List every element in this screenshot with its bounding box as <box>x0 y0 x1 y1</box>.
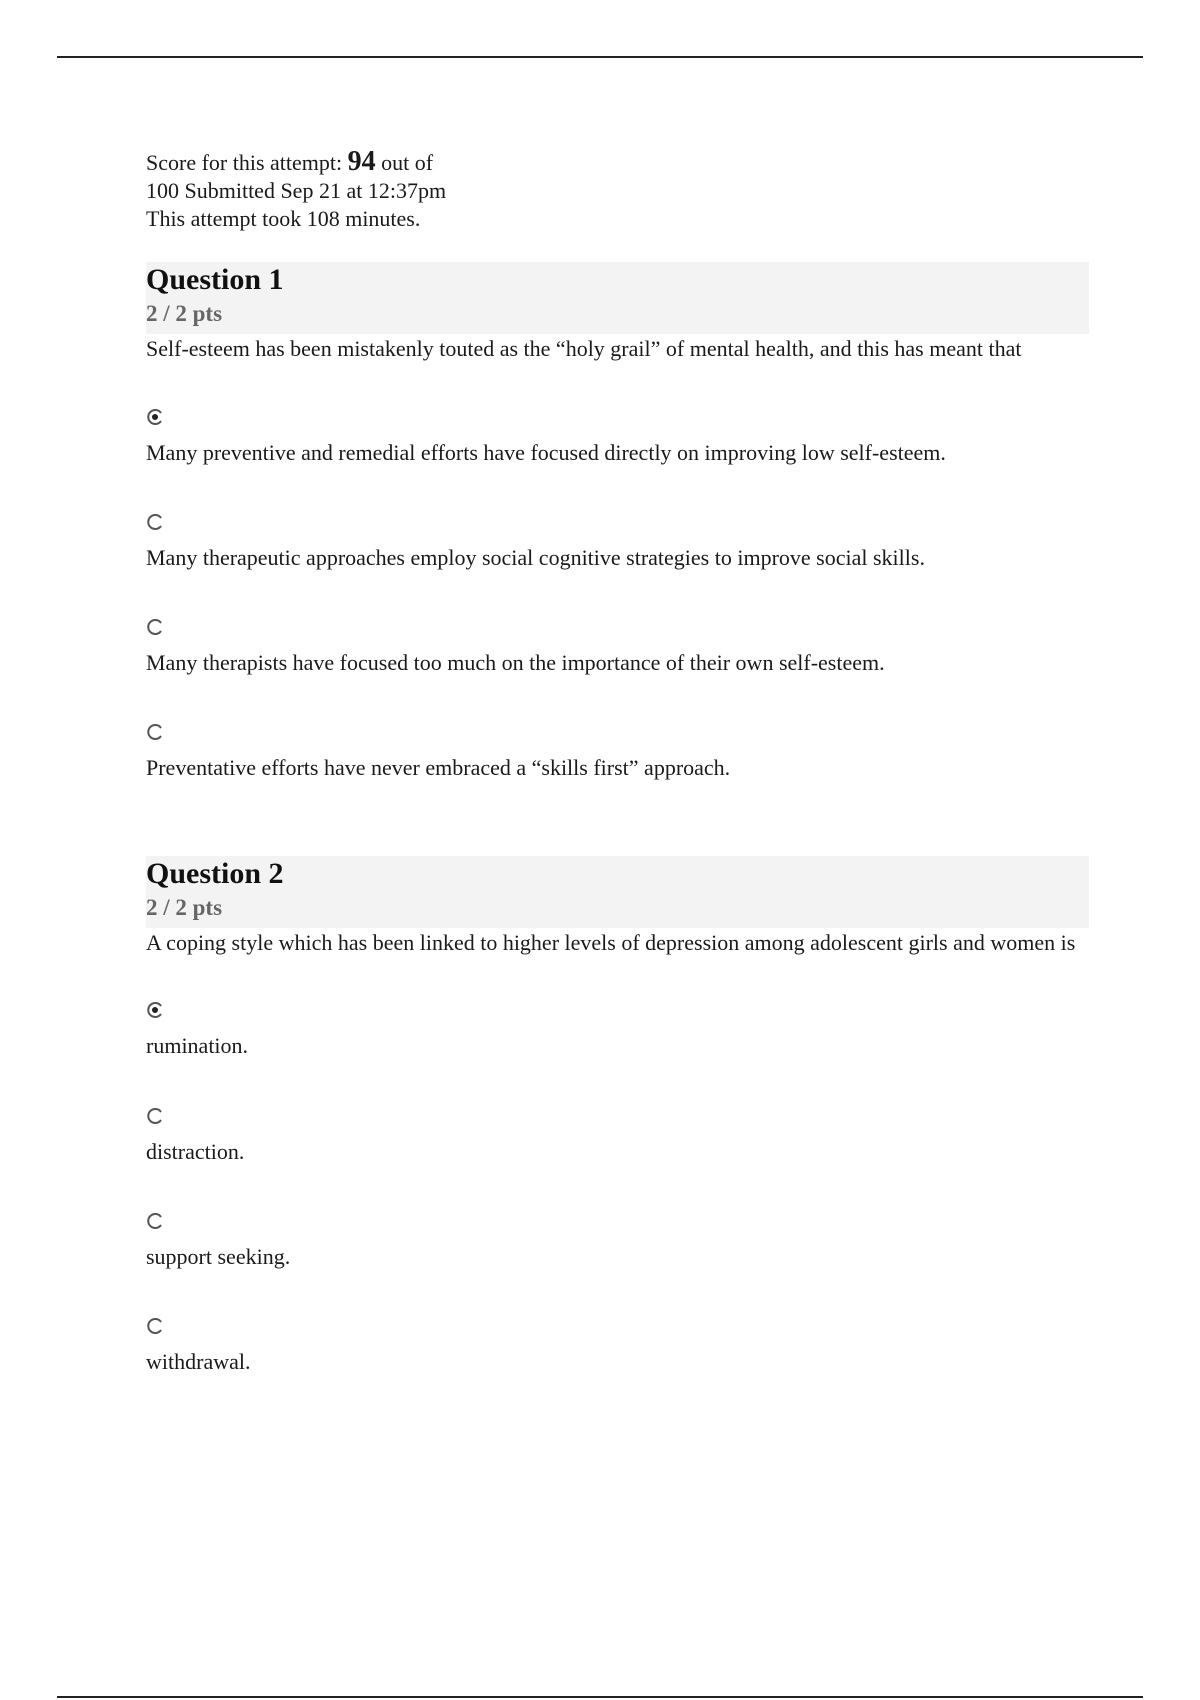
radio-unselected-icon[interactable] <box>146 1212 164 1230</box>
answer-option[interactable] <box>146 408 946 466</box>
answer-option[interactable] <box>146 723 730 781</box>
score-label: Score for this attempt: <box>146 150 348 175</box>
answer-label: support seeking. <box>146 1244 291 1269</box>
question-header <box>146 262 1089 334</box>
radio-unselected-icon[interactable] <box>146 618 164 636</box>
answer-label: Preventative efforts have never embraced a “skills first” approach. <box>146 755 731 780</box>
answer-option[interactable] <box>146 1317 250 1375</box>
answer-option[interactable] <box>146 1001 248 1059</box>
question-text: A coping style which has been linked to higher levels of depression among adolescent girls and women is <box>146 930 1076 955</box>
answer-label: Many therapeutic approaches employ social cognitive strategies to improve social skills. <box>146 545 925 570</box>
question-1 <box>146 262 1089 780</box>
question-title: Question 1 <box>146 263 284 296</box>
question-points: 2 / 2 pts <box>146 895 223 920</box>
question-header <box>146 856 1089 928</box>
answer-option[interactable] <box>146 1212 290 1270</box>
radio-selected-icon[interactable] <box>146 1001 164 1019</box>
score-out-of: out of <box>375 150 434 175</box>
submitted-line: 100 Submitted Sep 21 at 12:37pm <box>146 178 447 203</box>
duration-line: This attempt took 108 minutes. <box>146 206 421 231</box>
answer-option[interactable] <box>146 618 885 676</box>
radio-unselected-icon[interactable] <box>146 1317 164 1335</box>
question-text: Self-esteem has been mistakenly touted as the “holy grail” of mental health, and this has meant that <box>146 336 1022 361</box>
bottom-rule <box>57 1696 1143 1698</box>
answer-label: rumination. <box>146 1033 249 1058</box>
radio-unselected-icon[interactable] <box>146 513 164 531</box>
radio-unselected-icon[interactable] <box>146 723 164 741</box>
answer-option[interactable] <box>146 1107 244 1165</box>
question-title: Question 2 <box>146 857 284 890</box>
question-points: 2 / 2 pts <box>146 301 223 326</box>
radio-unselected-icon[interactable] <box>146 1107 164 1125</box>
question-2 <box>146 856 1089 1374</box>
attempt-summary <box>146 148 446 233</box>
answer-label: Many preventive and remedial efforts have focused directly on improving low self-esteem. <box>146 440 946 465</box>
answer-label: distraction. <box>146 1139 245 1164</box>
answer-label: withdrawal. <box>146 1349 251 1374</box>
score-value: 94 <box>347 146 376 177</box>
answer-label: Many therapists have focused too much on the importance of their own self-esteem. <box>146 650 885 675</box>
top-rule <box>57 56 1143 58</box>
answer-option[interactable] <box>146 513 925 571</box>
score-line <box>146 148 446 177</box>
radio-selected-icon[interactable] <box>146 408 164 426</box>
